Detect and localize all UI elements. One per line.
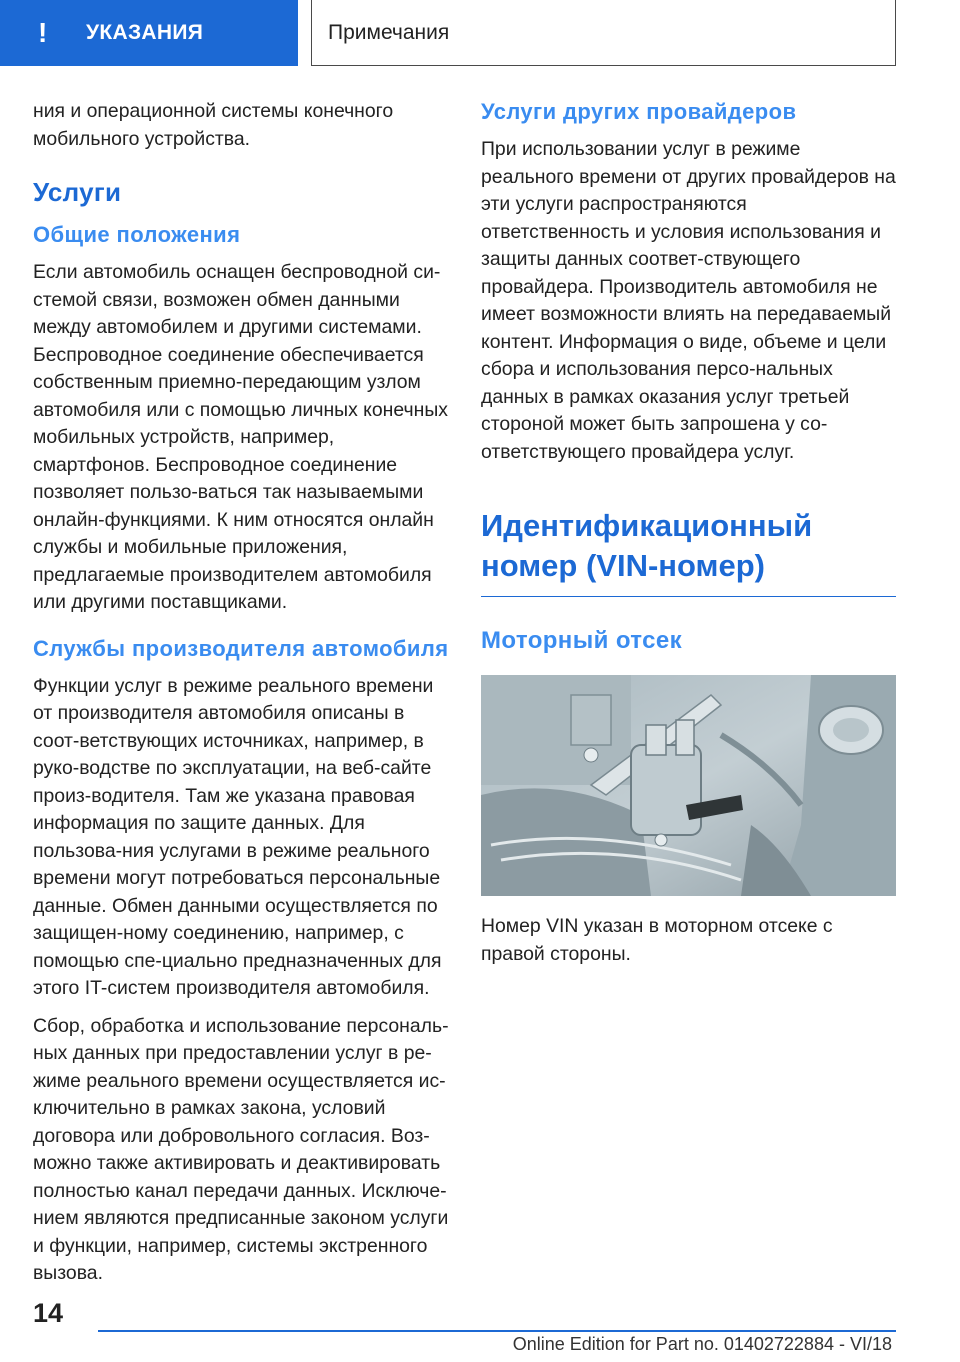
third-party-services-heading: Услуги других провайдеров [481, 99, 797, 124]
continued-paragraph: ния и операционной системы конечного мобильного устройства. [33, 100, 394, 150]
section-title: УКАЗАНИЯ [86, 21, 204, 44]
subsection-title: Примечания [328, 20, 450, 44]
left-column [33, 98, 453, 1298]
vin-location-paragraph: Номер VIN указан в моторном отсеке с правой стороны. [481, 915, 833, 965]
vin-heading: Идентификационный номер (VIN-номер) [481, 506, 896, 597]
manufacturer-services-paragraph-1: Функции услуг в режиме реального времени от производителя автомобиля описаны в соот-ветствующих источниках, например, в руко-водстве по эксплуатации, на веб-сайте произ-водителя. Там же указана правовая информация по защите данных. Для пользова-ния услугами в режиме реального времени могут потребоваться персональные данные. Обмен данными осуществляется по защищен-ному соединению, например, с помощью спе-циально предназначенных для этого IT-систем производителя автомобиля. [33, 674, 442, 999]
exclamation-icon: ! [38, 17, 48, 48]
right-column [481, 98, 896, 978]
section-tab [0, 0, 298, 66]
engine-compartment-heading: Моторный отсек [481, 627, 683, 654]
services-heading: Услуги [33, 177, 122, 207]
footer-divider [98, 1330, 896, 1332]
general-provisions-paragraph: Если автомобиль оснащен беспроводной си-стемой связи, возможен обмен данными между автомобилем и другими системами. Беспроводное соединение обеспечивается собственным приемно-передающим узлом автомобиля или с помощью личных конечных мобильных устройств, например, смартфонов. Беспроводное соединение позволяет пользо-ваться так называемыми онлайн-функциями. К ним относятся онлайн службы и мобильные приложения, предлагаемые производителем автомобиля или другими поставщиками. [33, 261, 448, 613]
engine-compartment-photo [481, 675, 896, 896]
subsection-header [311, 0, 896, 66]
manufacturer-services-paragraph-2: Сбор, обработка и использование персональ-ных данных при предоставлении услуг в ре-жиме реального времени осуществляется ис-ключительно в рамках закона, условий договора или добровольного согласия. Воз-можно также активировать и деактивировать полностью канал передачи данных. Исключе-нием являются предписанные законом услуги и функции, например, системы экстренного вызова. [33, 1014, 449, 1284]
general-provisions-heading: Общие положения [33, 222, 241, 247]
third-party-services-paragraph: При использовании услуг в режиме реального времени от других провайдеров на эти услуги распространяются ответственность и условия использования и защиты данных соответ-ствующего провайдера. Производитель автомобиля не имеет возможности влиять на передаваемый контент. Информация о виде, объеме и цели сбора и использования персо-нальных данных в рамках оказания услуг третьей стороной может быть запрошена у со-ответствующего провайдера услуг. [481, 138, 896, 463]
page-number: 14 [33, 1298, 64, 1328]
manufacturer-services-heading: Службы производителя автомобиля [33, 635, 449, 661]
edition-footer: Online Edition for Part no. 01402722884 - VI/18 [512, 1334, 892, 1354]
